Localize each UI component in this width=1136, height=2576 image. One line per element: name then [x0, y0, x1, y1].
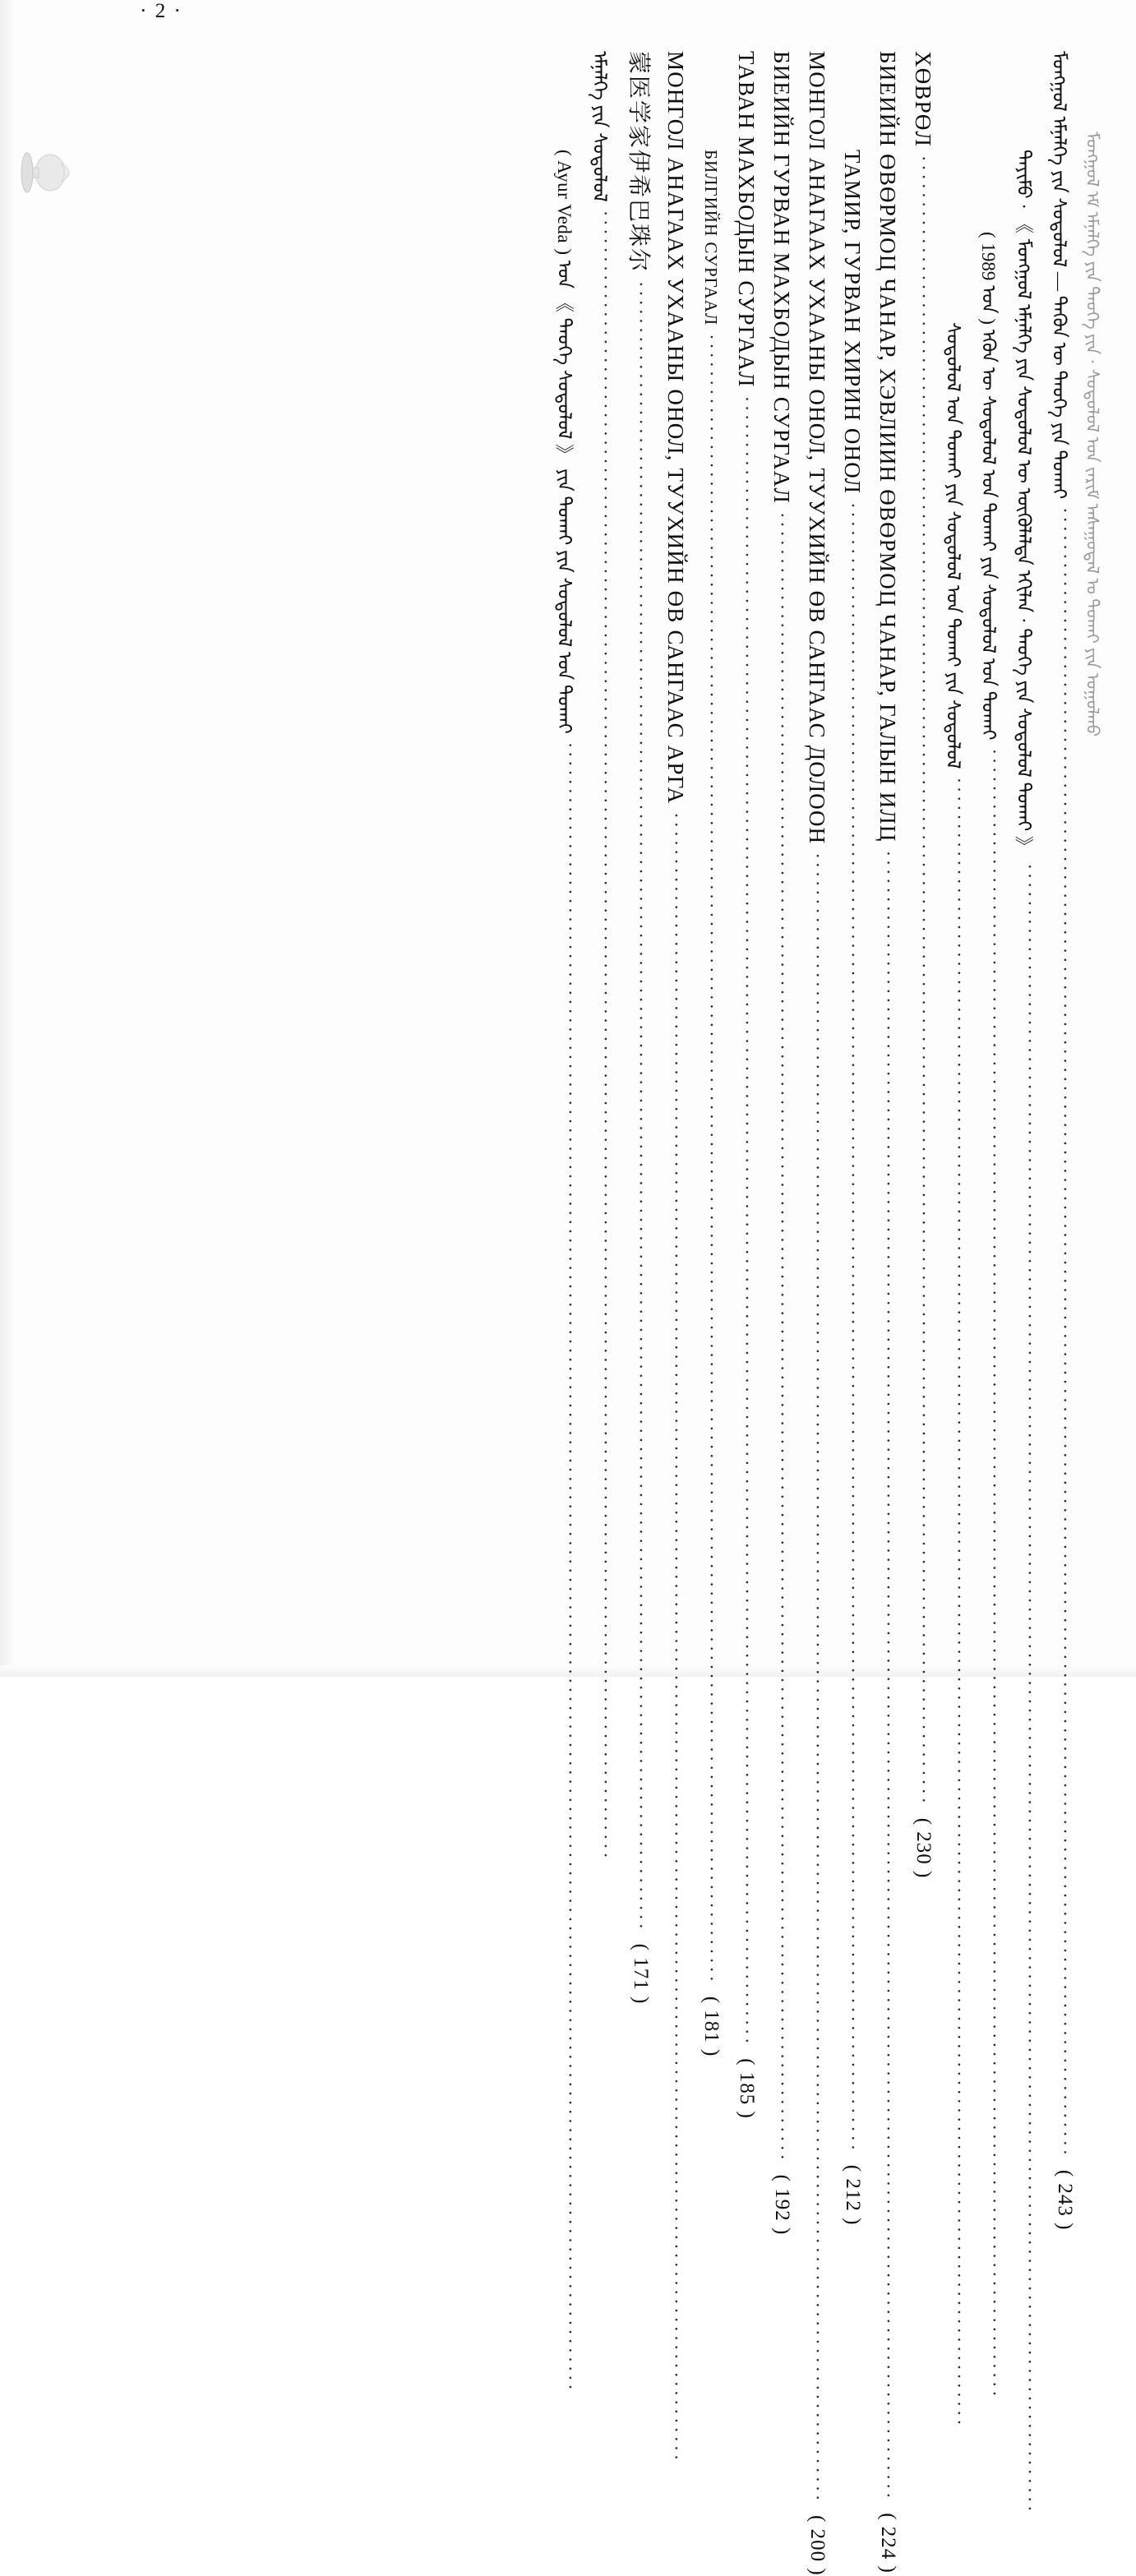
toc-entry-title: ( 1989 ᠣᠨ ) ᠡᠭᠦᠨ ᠦ ᠰᠤᠳᠤᠯᠤᠯ ᠤᠨ ᠲᠤᠬᠠᠢ ᠶᠢᠨ ᠰᠤᠳᠤᠯᠤᠯ ᠤᠨ ᠲᠤᠬᠠᠢ — [978, 232, 1000, 741]
toc-entry-title: ТАВАН МАХБОДЫН СУРГААЛ — [734, 51, 760, 388]
toc-leader-dots: ···················································································································································································· — [913, 155, 934, 1807]
page-number: · 2 · — [140, 0, 182, 22]
toc-leader-dots: ···················································································································································································· — [666, 812, 686, 2463]
toc-leader-dots: ···················································································································································································· — [843, 502, 863, 2154]
toc-leader-dots: ···················································································································································································· — [630, 281, 651, 1932]
toc-entry — [1046, 51, 1083, 2231]
toc-leader-dots: ···················································································································································································· — [701, 334, 722, 1985]
toc-entry-title: ᠮᠣᠨᠭᠭᠣᠯ ᠡᠮᠨᠡᠯᠭᠡ ᠶᠢᠨ ᠰᠤᠳᠤᠯᠤᠯ — ᠲᠡᠭᠦᠨ ᠦ ᠲᠡᠦᠬᠡ ᠶᠢᠨ ᠲᠤᠬᠠᠢ — [1049, 51, 1070, 500]
toc-entry-page-number: ( 192 ) — [771, 2174, 793, 2236]
toc-entry — [763, 51, 801, 2236]
toc-entry-page-number: ( 243 ) — [1054, 2169, 1076, 2231]
toc-entry-page-number: ( 224 ) — [877, 2513, 899, 2574]
toc-entry-title: БИЕИЙН ӨВӨРМОЦ ЧАНАР, ХЭВЛИИН ӨВӨРМОЦ ЧАНАР, ГАЛЫН ИЛЦ — [875, 51, 901, 843]
toc-entry — [869, 51, 907, 2574]
toc-entry-title: БИЕИЙН ГУРВАН МАХБОДЫН СУРГААЛ — [769, 51, 795, 504]
toc-entry-title: ᠲᠡᠶᠢᠮᠦ · 《 ᠮᠣᠨᠭᠭᠣᠯ ᠡᠮᠨᠡᠯᠭᠡ ᠶᠢᠨ ᠰᠤᠳᠤᠯᠤᠯ ᠦ ᠦᠭᠦᠯᠡᠯᠲᠡ ᠡᠬᠢᠯᠡᠨ · ᠲᠡᠦᠬᠡ ᠶᠢᠨ ᠰᠤᠳᠤᠯᠤᠯ ᠲᠤᠬᠠᠢ 》 — [1014, 150, 1035, 856]
toc-leader-dots: ···················································································································································································· — [1019, 863, 1040, 2515]
edge-caption: ᠮᠣᠨᠭᠭᠣᠯ ᠡᠮ ᠡᠮᠨᠡᠯᠭᠡ ᠶᠢᠨ ᠲᠡᠦᠬᠡ ᠶᠢᠨ · ᠰᠤᠳᠤᠯᠤᠯ ᠤᠨ ᠵᠠᠷᠢᠮ ᠠᠰᠠᠭᠤᠳᠠᠯ ᠤ ᠲᠤᠬᠠᠢ ᠶᠢᠨ ᠤᠭᠤᠯᠬᠤ — [1083, 132, 1102, 737]
toc-entry — [551, 51, 589, 2394]
toc-entry — [1010, 51, 1048, 2515]
toc-leader-dots: ···················································································································································································· — [595, 210, 616, 1862]
toc-entry-title: ХӨВРӨЛ — [911, 51, 936, 148]
toc-entry-title: ᠰᠤᠳᠤᠯᠤᠯ ᠤᠨ ᠲᠤᠬᠠᠢ ᠶᠢᠨ ᠰᠤᠳᠤᠯᠤᠯ ᠤᠨ ᠲᠤᠬᠠᠢ ᠶᠢᠨ ᠰᠤᠳᠤᠯᠤᠯ — [943, 322, 964, 769]
toc-leader-dots: ···················································································································································································· — [984, 748, 1004, 2400]
toc-entry-title: ( Ayur Veda ) ᠤᠨ 《 ᠲᠡᠦᠬᠡ ᠰᠤᠳᠤᠯᠤᠯ 》 ᠶᠢᠨ ᠲᠤᠬᠠᠢ ᠶᠢᠨ ᠰᠤᠳᠤᠯᠤᠯ ᠤᠨ ᠲᠤᠬᠠᠢ — [554, 150, 575, 734]
toc-entry-title: ᠡᠮᠨᠡᠯᠭᠡ ᠶᠢᠨ ᠰᠤᠳᠤᠯᠤᠯ — [589, 51, 611, 202]
toc-entry-page-number: ( 200 ) — [806, 2515, 829, 2576]
toc-entry-title: МОНГОЛ АНАГААХ УХААНЫ ОНОЛ, ТУУХИЙН ӨВ САНГААС АРГА — [663, 51, 689, 805]
toc-entry — [657, 51, 695, 2463]
toc-entry-page-number: ( 171 ) — [630, 1943, 652, 2005]
toc-entry — [798, 51, 836, 2576]
toc-entry — [904, 51, 942, 1879]
toc-entry — [692, 51, 730, 2057]
toc-entry — [834, 51, 871, 2226]
toc-leader-dots: ···················································································································································································· — [772, 512, 792, 2163]
toc-entry-page-number: ( 212 ) — [842, 2164, 864, 2226]
toc-entry — [727, 51, 765, 2119]
toc-entry-page-number: ( 230 ) — [912, 1817, 935, 1879]
toc-leader-dots: ···················································································································································································· — [560, 741, 580, 2394]
toc-leader-dots: ···················································································································································································· — [1055, 507, 1075, 2158]
toc-entry-title: ТАМИР, ГУРВАН ХИРИН ОНОЛ — [840, 150, 866, 495]
toc-entry — [975, 51, 1013, 2400]
toc-entry-title: БИЛГИЙН СУРГААЛ — [701, 150, 722, 326]
toc-leader-dots: ···················································································································································································· — [807, 852, 828, 2504]
toc-leader-dots: ···················································································································································································· — [949, 777, 969, 2429]
toc-entry-title: 蒙医学家伊希巴珠尔 — [626, 51, 653, 274]
toc-entry-title: МОНГОЛ АНАГААХ УХААНЫ ОНОЛ, ТУУХИЙН ӨВ САНГААС ДОЛООН — [805, 51, 830, 845]
toc-entry — [586, 51, 624, 1862]
toc-entry — [940, 51, 977, 2429]
toc-entry-page-number: ( 185 ) — [736, 2058, 758, 2119]
toc-leader-dots: ···················································································································································································· — [737, 395, 757, 2047]
toc-entry — [621, 51, 659, 2005]
toc-entry-page-number: ( 181 ) — [700, 1996, 723, 2057]
toc-leader-dots: ···················································································································································································· — [878, 850, 898, 2502]
